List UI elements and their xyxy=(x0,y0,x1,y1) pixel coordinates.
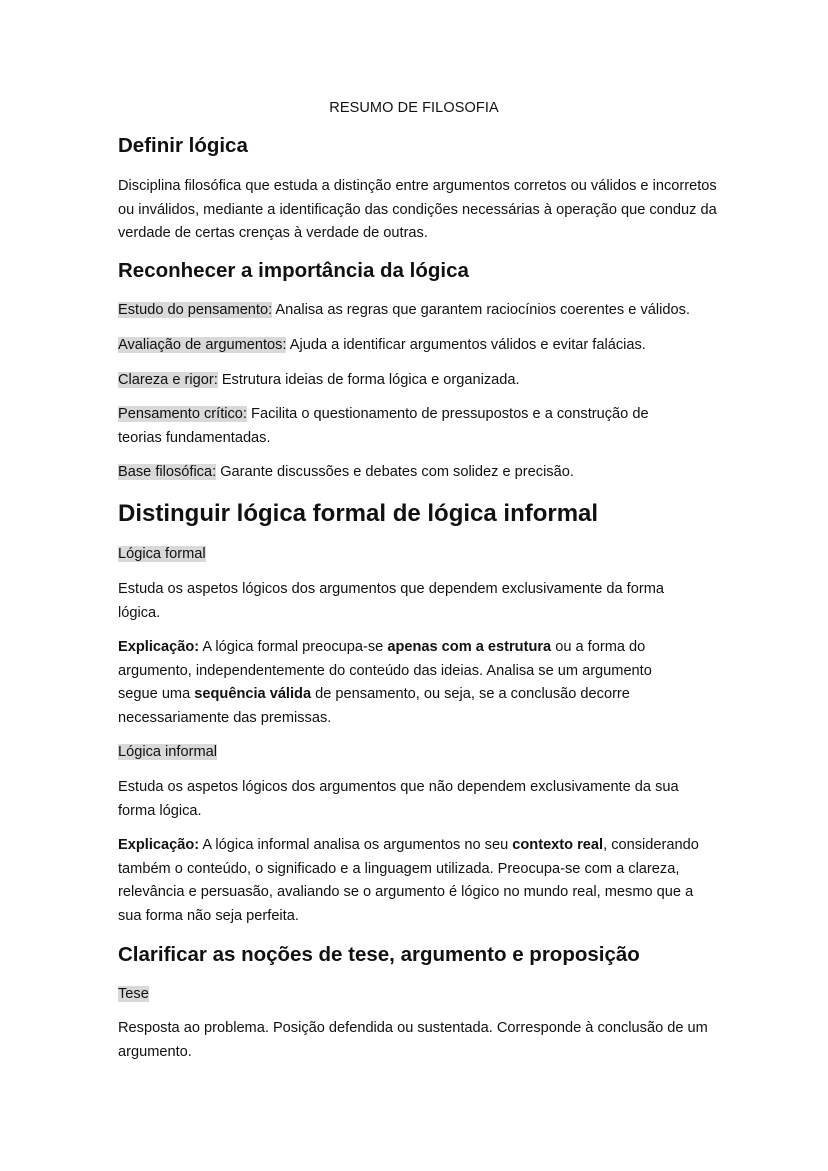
highlighted-term: Avaliação de argumentos: xyxy=(118,337,287,353)
subsection-label-informal: Lógica informal xyxy=(118,744,217,760)
heading-tese-argumento-proposicao: Clarificar as noções de tese, argumento e proposição xyxy=(118,943,640,966)
heading-definir-logica: Definir lógica xyxy=(118,134,248,157)
item-text: Estrutura ideias de forma lógica e organizada. xyxy=(217,372,520,388)
document-title: RESUMO DE FILOSOFIA xyxy=(329,100,499,116)
importance-item xyxy=(118,299,718,323)
item-text: Facilita o questionamento de pressupostos e a construção de teorias fundamentadas. xyxy=(118,406,649,446)
importance-item xyxy=(118,369,718,393)
highlighted-term: Pensamento crítico: xyxy=(118,406,247,422)
subsection-label-formal: Lógica formal xyxy=(118,546,206,562)
definition-tese: Resposta ao problema. Posição defendida ou sustentada. Corresponde à conclusão de um argumento. xyxy=(118,1020,708,1060)
highlighted-term: Estudo do pensamento: xyxy=(118,302,273,318)
highlighted-term: Clareza e rigor: xyxy=(118,372,218,388)
heading-importancia-logica: Reconhecer a importância da lógica xyxy=(118,259,469,282)
definition-informal: Estuda os aspetos lógicos dos argumentos que não dependem exclusivamente da sua forma lógica. xyxy=(118,779,679,819)
importance-item xyxy=(118,334,718,358)
definition-formal: Estuda os aspetos lógicos dos argumentos que dependem exclusivamente da forma lógica. xyxy=(118,581,664,621)
heading-logica-formal-informal: Distinguir lógica formal de lógica informal xyxy=(118,500,599,527)
explanation-informal: Explicação: A lógica informal analisa os argumentos no seu contexto real, considerando também o conteúdo, o significado e a linguagem utilizada. Preocupa-se com a clareza, relevância e persuasão, avaliando se o argumento é lógico no mundo real, mesmo que a sua forma não seja perfeita. xyxy=(118,837,699,924)
importance-item xyxy=(118,461,718,485)
item-text: Analisa as regras que garantem raciocínios coerentes e válidos. xyxy=(272,302,690,318)
importance-item xyxy=(118,403,678,450)
subsection-label-tese: Tese xyxy=(118,986,149,1002)
paragraph-definition-logic: Disciplina filosófica que estuda a distinção entre argumentos corretos ou válidos e incorretos ou inválidos, mediante a identificação das condições necessárias à operação que conduz da verdade de certas crenças à verdade de outras. xyxy=(118,178,717,241)
explanation-formal: Explicação: A lógica formal preocupa-se apenas com a estrutura ou a forma do argumento, independentemente do conteúdo das ideias. Analisa se um argumento segue uma sequência válida de pensamento, ou seja, se a conclusão decorre necessariamente das premissas. xyxy=(118,639,652,726)
item-text: Ajuda a identificar argumentos válidos e evitar falácias. xyxy=(286,337,646,353)
item-text: Garante discussões e debates com solidez e precisão. xyxy=(216,464,574,480)
highlighted-term: Base filosófica: xyxy=(118,464,217,480)
